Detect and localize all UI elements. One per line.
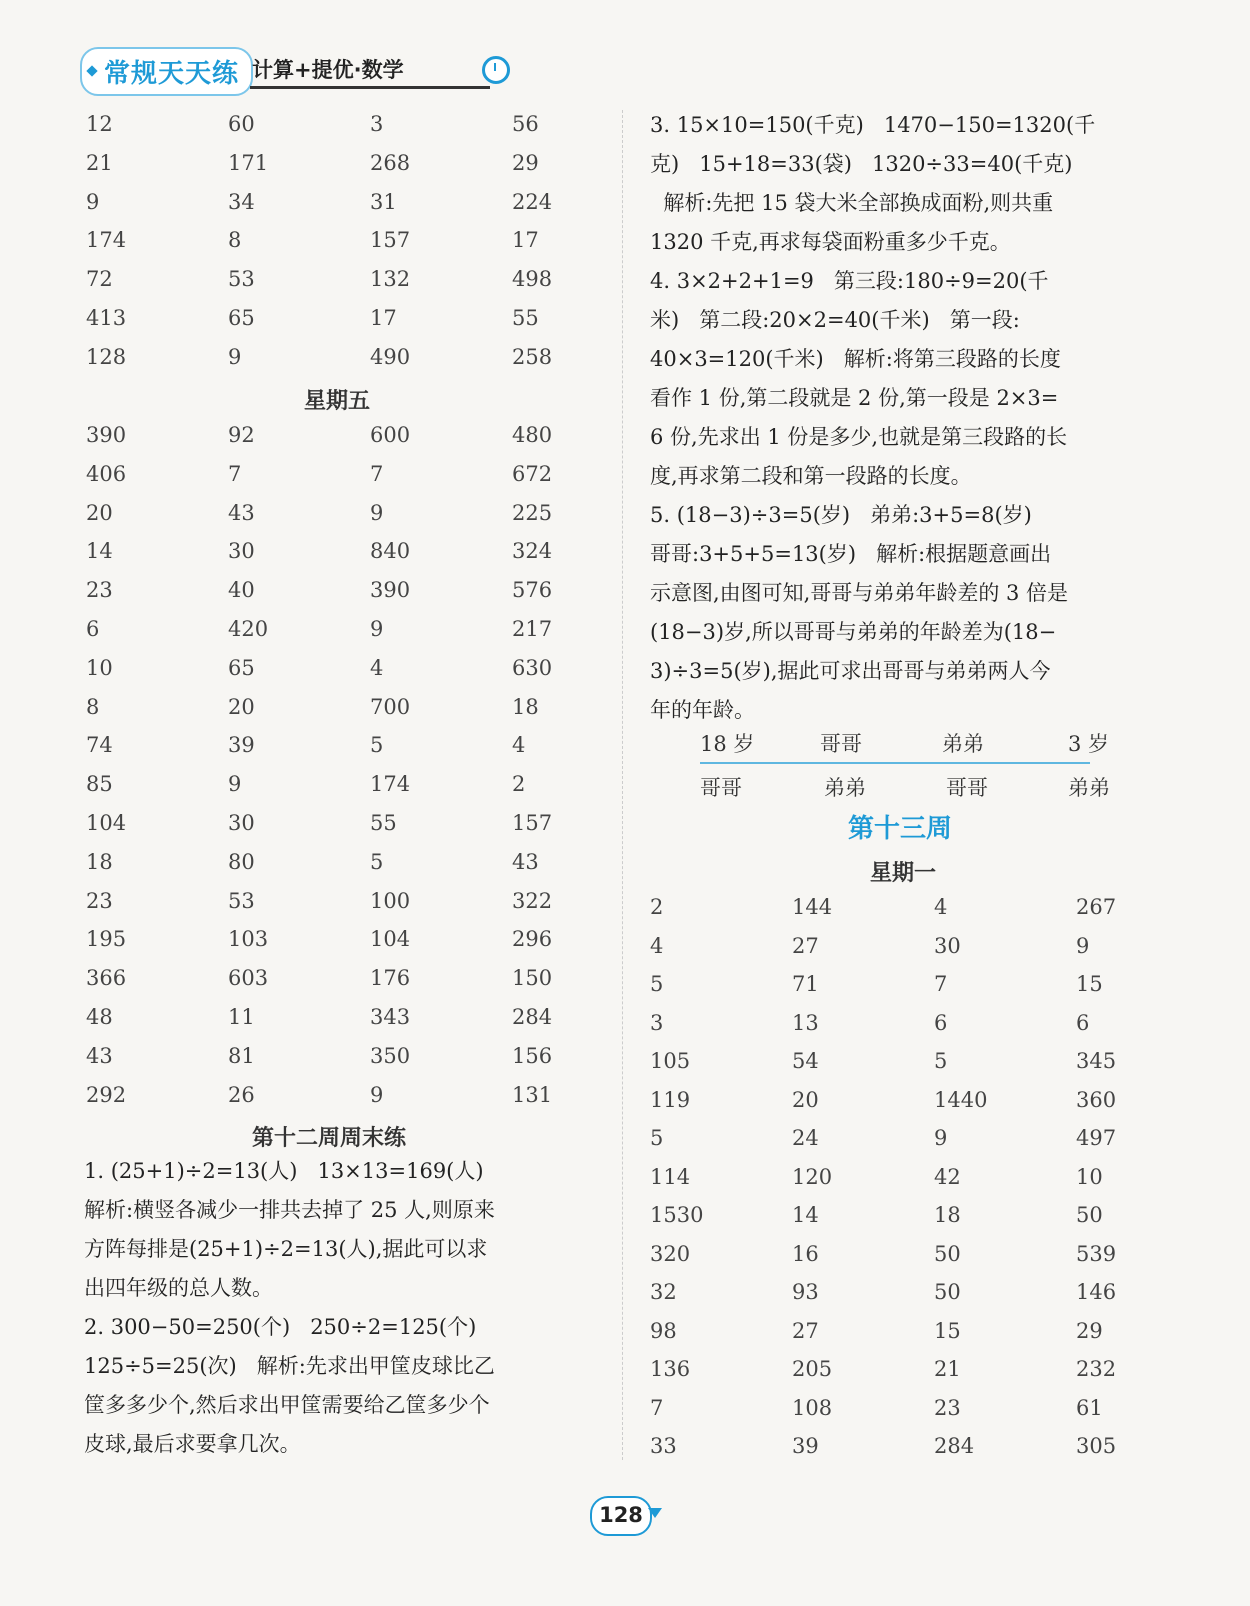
table-cell: 50: [934, 1280, 961, 1304]
table-cell: 5: [934, 1049, 948, 1073]
table-cell: 225: [512, 500, 553, 525]
table-cell: 14: [86, 539, 113, 564]
table-cell: 104: [370, 927, 411, 952]
table-cell: 108: [792, 1395, 833, 1420]
text-line: (18−3)岁,所以哥哥与弟弟的年龄差为(18−: [650, 620, 1057, 644]
text-line: 40×3=120(千米) 解析:将第三段路的长度: [650, 347, 1061, 371]
table-cell: 20: [228, 694, 255, 719]
table-cell: 92: [228, 423, 255, 447]
table-cell: 14: [792, 1203, 819, 1227]
table-cell: 21: [934, 1357, 961, 1381]
text-line: 2. 300−50=250(个) 250÷2=125(个): [84, 1315, 477, 1339]
table-cell: 305: [1076, 1434, 1117, 1458]
text-line: 示意图,由图可知,哥哥与弟弟年龄差的 3 倍是: [650, 581, 1069, 605]
text-line: 解析:横竖各减少一排共去掉了 25 人,则原来: [84, 1198, 495, 1222]
table-cell: 27: [792, 1318, 819, 1343]
table-cell: 119: [650, 1087, 691, 1112]
table-cell: 132: [370, 267, 411, 292]
table-cell: 284: [934, 1434, 975, 1458]
table-cell: 292: [86, 1082, 127, 1107]
table-cell: 29: [512, 150, 539, 175]
table-cell: 114: [650, 1164, 691, 1189]
table-cell: 420: [228, 617, 269, 641]
table-cell: 840: [370, 539, 411, 564]
monday-title: 星期一: [870, 861, 937, 886]
table-cell: 268: [370, 150, 411, 175]
table-cell: 39: [792, 1434, 819, 1458]
text-line: 皮球,最后求要拿几次。: [84, 1432, 301, 1456]
table-cell: 480: [512, 423, 553, 447]
table-cell: 55: [370, 811, 397, 835]
table-cell: 60: [228, 112, 255, 136]
table-cell: 603: [228, 966, 269, 991]
table-cell: 131: [512, 1082, 553, 1107]
table-cell: 176: [370, 966, 411, 991]
brand-text: 常规天天练: [104, 58, 240, 89]
table-cell: 390: [86, 423, 127, 447]
table-cell: 7: [934, 972, 948, 996]
diagram-line: [700, 762, 1090, 764]
text-line: 哥哥:3+5+5=13(岁) 解析:根据题意画出: [650, 542, 1052, 566]
text-line: 方阵每排是(25+1)÷2=13(人),据此可以求: [84, 1237, 488, 1261]
table-cell: 490: [370, 344, 411, 369]
diagram-bottom-label: 弟弟: [1068, 776, 1110, 800]
table-cell: 5: [650, 972, 664, 996]
table-cell: 53: [228, 267, 255, 292]
table-cell: 539: [1076, 1241, 1117, 1266]
diamond-icon: [86, 65, 97, 76]
text-line: 125÷5=25(次) 解析:先求出甲筐皮球比乙: [84, 1354, 495, 1378]
subject-underline: [250, 86, 490, 89]
table-cell: 224: [512, 189, 553, 214]
table-cell: 18: [934, 1203, 961, 1227]
table-cell: 30: [228, 811, 255, 835]
table-cell: 9: [370, 617, 384, 641]
subject-title: 计算+提优·数学: [252, 58, 404, 82]
table-cell: 366: [86, 966, 127, 991]
table-cell: 195: [86, 927, 127, 952]
table-cell: 21: [86, 150, 113, 175]
table-cell: 61: [1076, 1395, 1103, 1420]
table-cell: 6: [1076, 1010, 1090, 1035]
table-cell: 29: [1076, 1318, 1103, 1343]
table-cell: 103: [228, 927, 269, 952]
diagram-bottom-label: 哥哥: [946, 776, 988, 800]
table-cell: 267: [1076, 895, 1117, 919]
text-line: 米) 第二段:20×2=40(千米) 第一段:: [650, 308, 1020, 332]
table-cell: 360: [1076, 1087, 1117, 1112]
clock-icon: [482, 56, 510, 84]
weekend-title: 第十二周周末练: [252, 1126, 407, 1151]
table-cell: 23: [934, 1395, 961, 1420]
table-cell: 284: [512, 1005, 553, 1029]
text-line: 年的年龄。: [650, 698, 755, 722]
text-line: 看作 1 份,第二段就是 2 份,第一段是 2×3=: [650, 386, 1059, 410]
table-cell: 157: [370, 228, 411, 253]
table-cell: 205: [792, 1357, 833, 1381]
text-line: 解析:先把 15 袋大米全部换成面粉,则共重: [650, 191, 1054, 215]
table-cell: 11: [228, 1005, 255, 1029]
text-line: 4. 3×2+2+1=9 第三段:180÷9=20(千: [650, 269, 1049, 293]
table-cell: 146: [1076, 1280, 1117, 1304]
page-header: [80, 42, 520, 102]
table-cell: 98: [650, 1318, 677, 1343]
table-cell: 30: [228, 539, 255, 564]
table-cell: 9: [86, 189, 100, 214]
table-cell: 7: [228, 461, 242, 486]
table-cell: 43: [228, 500, 255, 525]
table-cell: 4: [650, 933, 664, 958]
table-cell: 65: [228, 655, 255, 680]
table-cell: 171: [228, 150, 269, 175]
table-cell: 48: [86, 1005, 113, 1029]
table-cell: 50: [934, 1241, 961, 1266]
diagram-top-label: 18 岁: [700, 732, 755, 756]
table-cell: 120: [792, 1164, 833, 1189]
table-cell: 18: [86, 849, 113, 874]
table-cell: 30: [934, 933, 961, 958]
table-cell: 600: [370, 423, 411, 447]
friday-title: 星期五: [304, 389, 371, 414]
table-cell: 700: [370, 694, 411, 719]
table-cell: 65: [228, 306, 255, 330]
table-cell: 53: [228, 888, 255, 913]
diagram-bottom-label: 哥哥: [700, 776, 742, 800]
table-cell: 258: [512, 344, 553, 369]
week13-title: 第十三周: [848, 814, 953, 844]
table-cell: 104: [86, 811, 127, 835]
table-cell: 17: [512, 228, 539, 253]
table-cell: 5: [370, 849, 384, 874]
table-cell: 71: [792, 972, 819, 996]
table-cell: 174: [370, 772, 411, 797]
table-cell: 33: [650, 1434, 677, 1458]
arrow-down-icon: [648, 1508, 662, 1518]
table-cell: 8: [86, 694, 100, 719]
table-cell: 144: [792, 895, 833, 919]
table-cell: 672: [512, 461, 553, 486]
table-cell: 322: [512, 888, 553, 913]
solution-text: [650, 106, 1185, 730]
table-cell: 20: [792, 1087, 819, 1112]
table-cell: 232: [1076, 1357, 1117, 1381]
table-cell: 50: [1076, 1203, 1103, 1227]
table-cell: 100: [370, 888, 411, 913]
table-cell: 72: [86, 267, 113, 292]
table-cell: 55: [512, 306, 539, 330]
table-cell: 345: [1076, 1049, 1117, 1073]
table-cell: 2: [650, 895, 664, 919]
table-cell: 1530: [650, 1203, 704, 1227]
table-cell: 10: [86, 655, 113, 680]
text-line: 1. (25+1)÷2=13(人) 13×13=169(人): [84, 1159, 484, 1183]
diagram-top-label: 3 岁: [1068, 732, 1110, 756]
table-cell: 413: [86, 306, 127, 330]
table-cell: 40: [228, 578, 255, 603]
table-cell: 13: [792, 1010, 819, 1035]
table-cell: 23: [86, 888, 113, 913]
text-line: 筐多多少个,然后求出甲筐需要给乙筐多少个: [84, 1393, 490, 1417]
table-cell: 54: [792, 1049, 819, 1073]
table-cell: 31: [370, 189, 397, 214]
text-line: 3. 15×10=150(千克) 1470−150=1320(千: [650, 113, 1096, 137]
table-cell: 8: [228, 228, 242, 253]
brand-title: [80, 47, 253, 96]
table-cell: 42: [934, 1164, 961, 1189]
table-cell: 9: [370, 1082, 384, 1107]
table-cell: 5: [370, 733, 384, 758]
table-cell: 10: [1076, 1164, 1103, 1189]
text-line: 克) 15+18=33(袋) 1320÷33=40(千克): [650, 152, 1073, 176]
table-cell: 9: [1076, 933, 1090, 958]
table-cell: 34: [228, 189, 255, 214]
table-cell: 6: [86, 617, 100, 641]
table-cell: 324: [512, 539, 553, 564]
table-cell: 105: [650, 1049, 691, 1073]
page-number: 128: [590, 1496, 652, 1536]
table-cell: 5: [650, 1126, 664, 1150]
diagram-bottom-label: 弟弟: [824, 776, 866, 800]
text-line: 1320 千克,再求每袋面粉重多少千克。: [650, 230, 1011, 254]
table-cell: 9: [934, 1126, 948, 1150]
table-cell: 1440: [934, 1087, 988, 1112]
text-line: 6 份,先求出 1 份是多少,也就是第三段路的长: [650, 425, 1068, 449]
table-cell: 128: [86, 344, 127, 369]
table-cell: 39: [228, 733, 255, 758]
table-cell: 24: [792, 1126, 819, 1150]
table-cell: 32: [650, 1280, 677, 1304]
text-line: 3)÷3=5(岁),据此可求出哥哥与弟弟两人今: [650, 659, 1051, 683]
diagram-top-label: 哥哥: [820, 732, 862, 756]
table-cell: 156: [512, 1043, 553, 1068]
table-cell: 4: [512, 733, 526, 758]
table-cell: 43: [512, 849, 539, 874]
text-line: 出四年级的总人数。: [84, 1276, 273, 1300]
table-cell: 85: [86, 772, 113, 797]
brand-badge: [80, 42, 253, 100]
table-cell: 350: [370, 1043, 411, 1068]
solution-text: [84, 1152, 614, 1464]
table-cell: 150: [512, 966, 553, 991]
table-cell: 320: [650, 1241, 691, 1266]
table-cell: 576: [512, 578, 553, 603]
table-cell: 4: [370, 655, 384, 680]
text-line: 5. (18−3)÷3=5(岁) 弟弟:3+5=8(岁): [650, 503, 1032, 527]
table-cell: 136: [650, 1357, 691, 1381]
table-cell: 4: [934, 895, 948, 919]
table-cell: 630: [512, 655, 553, 680]
table-cell: 217: [512, 617, 553, 641]
table-cell: 43: [86, 1043, 113, 1068]
text-line: 度,再求第二段和第一段路的长度。: [650, 464, 972, 488]
table-cell: 497: [1076, 1126, 1117, 1150]
table-cell: 12: [86, 112, 113, 136]
diagram-top-label: 弟弟: [942, 732, 984, 756]
table-cell: 498: [512, 267, 553, 292]
column-divider: [622, 110, 623, 1460]
table-cell: 81: [228, 1043, 255, 1068]
table-cell: 15: [1076, 972, 1103, 996]
table-cell: 174: [86, 228, 127, 253]
table-cell: 157: [512, 811, 553, 835]
table-cell: 74: [86, 733, 113, 758]
table-cell: 296: [512, 927, 553, 952]
table-cell: 18: [512, 694, 539, 719]
table-cell: 15: [934, 1318, 961, 1343]
table-cell: 3: [650, 1010, 664, 1035]
table-cell: 9: [228, 772, 242, 797]
table-cell: 7: [650, 1395, 664, 1420]
table-cell: 2: [512, 772, 526, 797]
table-cell: 20: [86, 500, 113, 525]
table-cell: 9: [370, 500, 384, 525]
table-cell: 17: [370, 306, 397, 330]
table-cell: 27: [792, 933, 819, 958]
table-cell: 26: [228, 1082, 255, 1107]
table-cell: 390: [370, 578, 411, 603]
table-cell: 56: [512, 112, 539, 136]
table-cell: 23: [86, 578, 113, 603]
table-cell: 343: [370, 1005, 411, 1029]
table-cell: 16: [792, 1241, 819, 1266]
table-cell: 9: [228, 344, 242, 369]
table-cell: 93: [792, 1280, 819, 1304]
table-cell: 80: [228, 849, 255, 874]
table-cell: 3: [370, 112, 384, 136]
table-cell: 7: [370, 461, 384, 486]
table-cell: 6: [934, 1010, 948, 1035]
table-cell: 406: [86, 461, 127, 486]
